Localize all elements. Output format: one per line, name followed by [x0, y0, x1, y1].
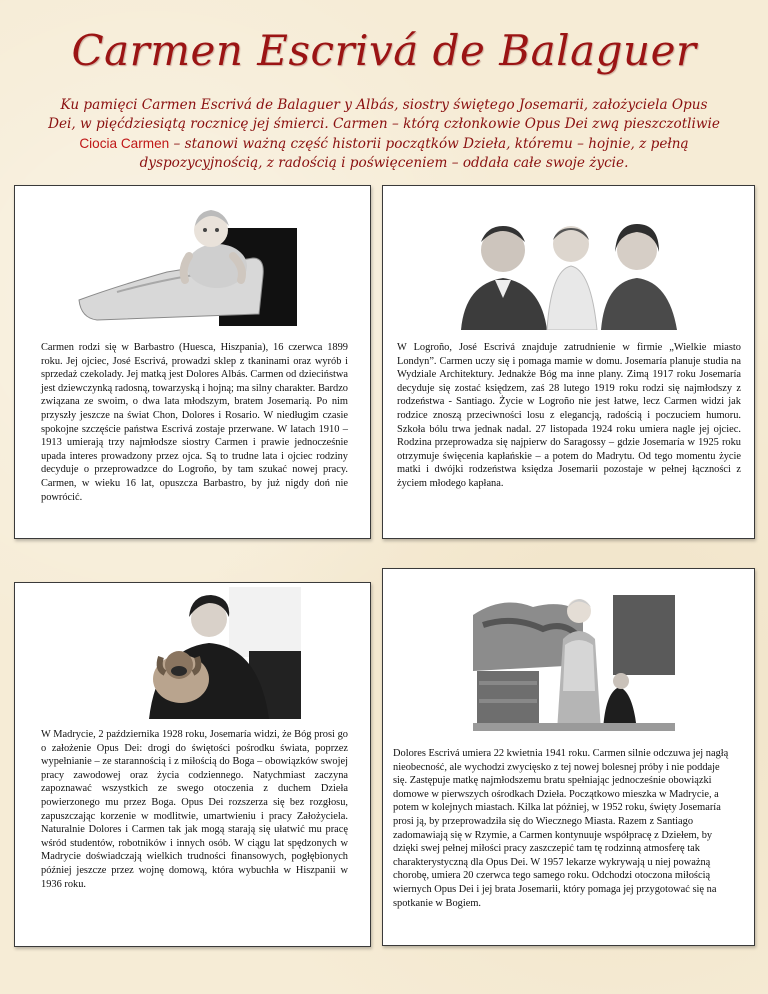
woman-with-dog-photo: [99, 587, 301, 719]
story-card-2: [382, 185, 755, 539]
baby-photo: [77, 196, 299, 328]
card-1-text: Carmen rodzi się w Barbastro (Huesca, Hiszpania), 16 czerwca 1899 roku. Jej ojciec, José Escrivá, prowadzi sklep z tkaninami oraz wyrób i sprzedaż czekolady. Jej matką jest Dolores Albás. Carmen od dzieciństwa jest dziewczynką radosną, towarzyską i hojną; ma silny charakter. Bardzo związana ze swoim, o dwa lata młodszym, bratem Josemarią. Po nim przyszły jeszcze na świat Chon, Dolores i Rosario. W niedługim czasie spokojne szczęście państwa Escrivá zostaje przerwane. W latach 1910 – 1913 umierają trzy najmłodsze siostry Carmen i prawie jednocześnie upada interes prowadzony przez ojca. Są to trudne lata i ojciec rodziny decyduje o przeprowadzce do Logroño, by tam szukać nowej pracy. Carmen, w wieku 16 lat, opuszcza Barbastro, by już nigdy doń nie powrócić.: [41, 342, 348, 503]
family-portrait-photo: [459, 198, 681, 330]
intro-paragraph: [46, 96, 722, 173]
garden-photo: [473, 595, 675, 731]
card-4-text: Dolores Escrivá umiera 22 kwietnia 1941 roku. Carmen silnie odczuwa jej nagłą nieobecność, ale wychodzi zwycięsko z tej nowej bolesnej próby i nie poddaje się. Zastępuje matkę najmłodszemu bratu spełniając jednocześnie obowiązki domowe w pierwszych ośrodkach Dzieła. Początkowo mieszka w Madrycie, a potem w kolejnych miastach. Kilka lat później, w 1952 roku, święty Josemaría prosi ją, by przeprowadziła się do Wiecznego Miasta. Razem z Santiago zadomawiają się w Rzymie, a Carmen kontynuuje współpracę z Dziełem, by dzięki swej pełnej miłości pracy zaszczepić tam tę rodzinną atmosferę tak charakterystyczną dla Opus Dei. W 1957 lekarze wykrywają u niej poważną chorobę, umiera 20 czerwca tego samego roku. Odchodzi otoczona miłością wiernych Opus Dei i jej brata Josemarii, który pomaga jej przygotować się na spotkanie w Bogiem.: [393, 748, 729, 909]
page-title: Carmen Escrivá de Balaguer: [71, 26, 697, 75]
story-card-4: [382, 568, 755, 946]
intro-text-after: – stanowi ważną część historii początków Dzieła, któremu – hojnie, z pełną dyspozycyjnością, z radością i poświęceniem – oddała całe swoje życie.: [139, 136, 689, 171]
card-2-text: W Logroño, José Escrivá znajduje zatrudnienie w firmie „Wielkie miasto Londyn”. Carmen uczy się i pomaga mamie w domu. Josemaría planuje studia na Wydziale Architektury. Jednakże Bóg ma inne plany. Zimą 1917 roku Josemaría decyduje się zostać księdzem, zaś 28 lutego 1919 roku rodzi się najmłodszy z rodzeństwa - Santiago. Życie w Logroño nie jest łatwe, lecz Carmen widzi jak rodzice znoszą przeciwności losu z elegancją, radością i poczuciem humoru. Szkoła bólu trwa jednak nadal. 27 listopada 1924 roku umiera nagle jej ojciec. Rodzina przeprowadza się najpierw do Saragossy – gdzie Josemaría w 1925 roku otrzymuje święcenia kapłańskie – a potem do Madrytu. Od tego momentu życie matki i dwójki rodzeństwa księdza Josemarii pozostaje w pełnej łączności z życiem młodego kapłana.: [397, 342, 741, 489]
story-card-3: [14, 582, 371, 947]
card-3-text: W Madrycie, 2 października 1928 roku, Josemaría widzi, że Bóg prosi go o założenie Opus Dei: drogi do świętości pośrodku świata, poprzez wypełnianie – ze starannością i z miłością do Boga – obowiązków swojej pracy zawodowej oraz życia codziennego. Natychmiast zaczyna zapoznawać wszystkich ze swego otoczenia z duchem Dzieła powierzonego mu przez Boga. Opus Dei rozszerza się bez rozgłosu, zapuszczając korzenie w modlitwie, umartwieniu i pracy Założyciela. Naturalnie Dolores i Carmen tak jak mogą starają się ułatwić mu pracę wśród studentów, robotników i innych osób. W ciągu lat spędzonych w Madrycie doświadczają wielkich trudności finansowych, pogłębionych później jeszcze przez wojnę domową, która wybuchła w Hiszpanii w 1936 roku.: [41, 729, 348, 890]
intro-highlight: Ciocia Carmen: [79, 136, 170, 151]
story-card-1: [14, 185, 371, 539]
intro-text-before: Ku pamięci Carmen Escrivá de Balaguer y Albás, siostry świętego Josemarii, założyciela Opus Dei, w pięćdziesiątą rocznicę jej śmierci. Carmen – którą członkowie Opus Dei zwą pieszczotliwie: [48, 97, 720, 132]
